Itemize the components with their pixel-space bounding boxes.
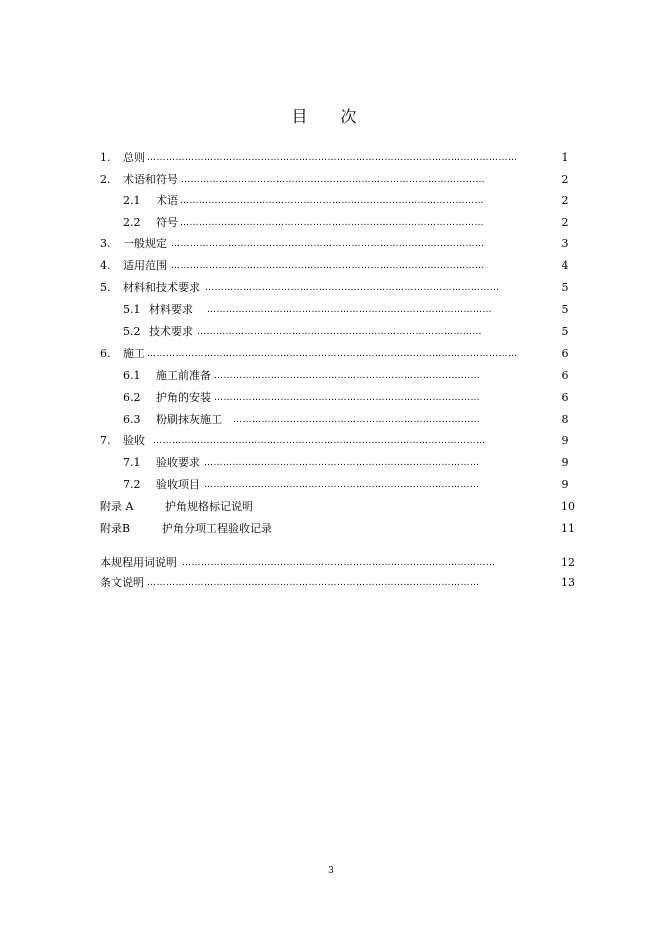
toc-page: 2 (561, 216, 569, 229)
toc-number: 6.2 (123, 391, 141, 404)
toc-page: 4 (561, 259, 569, 272)
toc-leader: …………………………………………………………………………………… (180, 196, 484, 206)
toc-page: 6 (561, 369, 569, 382)
toc-page: 9 (561, 434, 569, 447)
page-number: 3 (328, 866, 334, 876)
toc-number: 1. (100, 151, 111, 164)
toc-label: 术语和符号 (123, 173, 178, 186)
toc-page: 11 (561, 522, 575, 535)
toc-leader: ……………………………………………………………………………………………………… (147, 349, 518, 359)
toc-leader: …………………………………………………………………………………………… (147, 578, 480, 588)
toc-leader: …………………………………………………………………………… (204, 480, 480, 490)
toc-page: 3 (561, 237, 569, 250)
toc-label: 护角规格标记说明 (165, 500, 253, 513)
toc-page: 2 (561, 173, 569, 186)
toc-label: 材料和技术要求 (123, 281, 200, 294)
toc-page: 13 (561, 576, 575, 589)
toc-number: 附录 A (100, 500, 134, 513)
toc-entry[interactable] (100, 172, 580, 188)
toc-label: 符号 (156, 216, 178, 229)
toc-number: 7.2 (123, 478, 141, 491)
toc-label: 验收 (123, 434, 145, 447)
toc-page: 5 (561, 303, 569, 316)
toc-entry[interactable] (100, 346, 580, 362)
toc-label: 本规程用词说明 (100, 556, 177, 569)
toc-label: 验收项目 (156, 478, 200, 491)
toc-label: 施工前准备 (156, 369, 211, 382)
toc-number: 5.1 (123, 303, 141, 316)
toc-page: 8 (561, 413, 569, 426)
toc-number: 2. (100, 173, 111, 186)
toc-label: 条文说明 (100, 576, 144, 589)
toc-entry[interactable] (100, 236, 580, 252)
toc-entry[interactable] (100, 499, 580, 515)
toc-entry[interactable] (123, 215, 580, 231)
toc-label: 护角的安装 (156, 391, 211, 404)
toc-entry[interactable] (100, 433, 580, 449)
toc-leader: ………………………………………………………………………………… (205, 283, 500, 293)
toc-leader: …………………………………………………………………………………………… (153, 436, 486, 446)
toc-leader: ……………………………………………………………………………………… (171, 239, 485, 249)
toc-number: 附录B (100, 522, 131, 535)
toc-number: 3. (100, 237, 111, 250)
toc-label: 一般规定 (123, 237, 167, 250)
toc-entry[interactable] (123, 477, 580, 493)
toc-leader: ……………………………………………………………………………………………………… (147, 153, 518, 163)
toc-entry[interactable] (100, 575, 580, 591)
toc-label: 施工 (123, 347, 145, 360)
toc-entry[interactable] (123, 455, 580, 471)
toc-number: 6. (100, 347, 111, 360)
toc-entry[interactable] (100, 280, 580, 296)
toc-number: 6.1 (123, 369, 141, 382)
toc-page: 6 (561, 347, 569, 360)
toc-leader: …………………………………………………………………………… (204, 458, 480, 468)
toc-label: 术语 (156, 194, 178, 207)
toc-page: 12 (561, 556, 575, 569)
toc-label: 适用范围 (123, 259, 167, 272)
toc-leader: ……………………………………………………………………………… (197, 327, 482, 337)
toc-entry[interactable] (100, 555, 580, 571)
toc-number: 7. (100, 434, 111, 447)
toc-leader: ………………………………………………………………………… (214, 393, 480, 403)
toc-label: 总则 (123, 151, 145, 164)
toc-leader: …………………………………………………………………… (233, 415, 480, 425)
toc-entry[interactable] (100, 258, 580, 274)
toc-label: 验收要求 (156, 456, 200, 469)
toc-label: 技术要求 (149, 325, 193, 338)
toc-entry[interactable] (123, 193, 580, 209)
toc-number: 2.2 (123, 216, 141, 229)
toc-leader: ……………………………………………………………………………………… (182, 558, 496, 568)
toc-page: 9 (561, 456, 569, 469)
toc-leader: ……………………………………………………………………………………… (171, 261, 485, 271)
toc-leader: ………………………………………………………………………… (214, 371, 480, 381)
toc-entry[interactable] (123, 368, 580, 384)
toc-leader: …………………………………………………………………………………… (180, 218, 484, 228)
toc-page: 5 (561, 281, 569, 294)
toc-number: 5.2 (123, 325, 141, 338)
toc-page: 6 (561, 391, 569, 404)
toc-entry[interactable] (100, 150, 580, 166)
toc-number: 6.3 (123, 413, 141, 426)
toc-number: 4. (100, 259, 111, 272)
toc-entry[interactable] (123, 302, 580, 318)
toc-entry[interactable] (123, 412, 580, 428)
toc-entry[interactable] (123, 390, 580, 406)
toc-label: 材料要求 (149, 303, 193, 316)
toc-page: 1 (561, 151, 569, 164)
toc-entry[interactable] (100, 521, 580, 537)
page-title: 目 次 (291, 107, 371, 126)
toc-label: 粉刷抹灰施工 (156, 413, 222, 426)
toc-leader: ……………………………………………………………………………… (207, 305, 492, 315)
toc-page: 5 (561, 325, 569, 338)
toc-page: 2 (561, 194, 569, 207)
toc-label: 护角分项工程验收记录 (162, 522, 272, 535)
toc-number: 7.1 (123, 456, 141, 469)
toc-leader: …………………………………………………………………………………… (181, 175, 485, 185)
toc-number: 2.1 (123, 194, 141, 207)
toc-entry[interactable] (123, 324, 580, 340)
toc-page: 9 (561, 478, 569, 491)
toc-number: 5. (100, 281, 111, 294)
toc-page: 10 (561, 500, 575, 513)
